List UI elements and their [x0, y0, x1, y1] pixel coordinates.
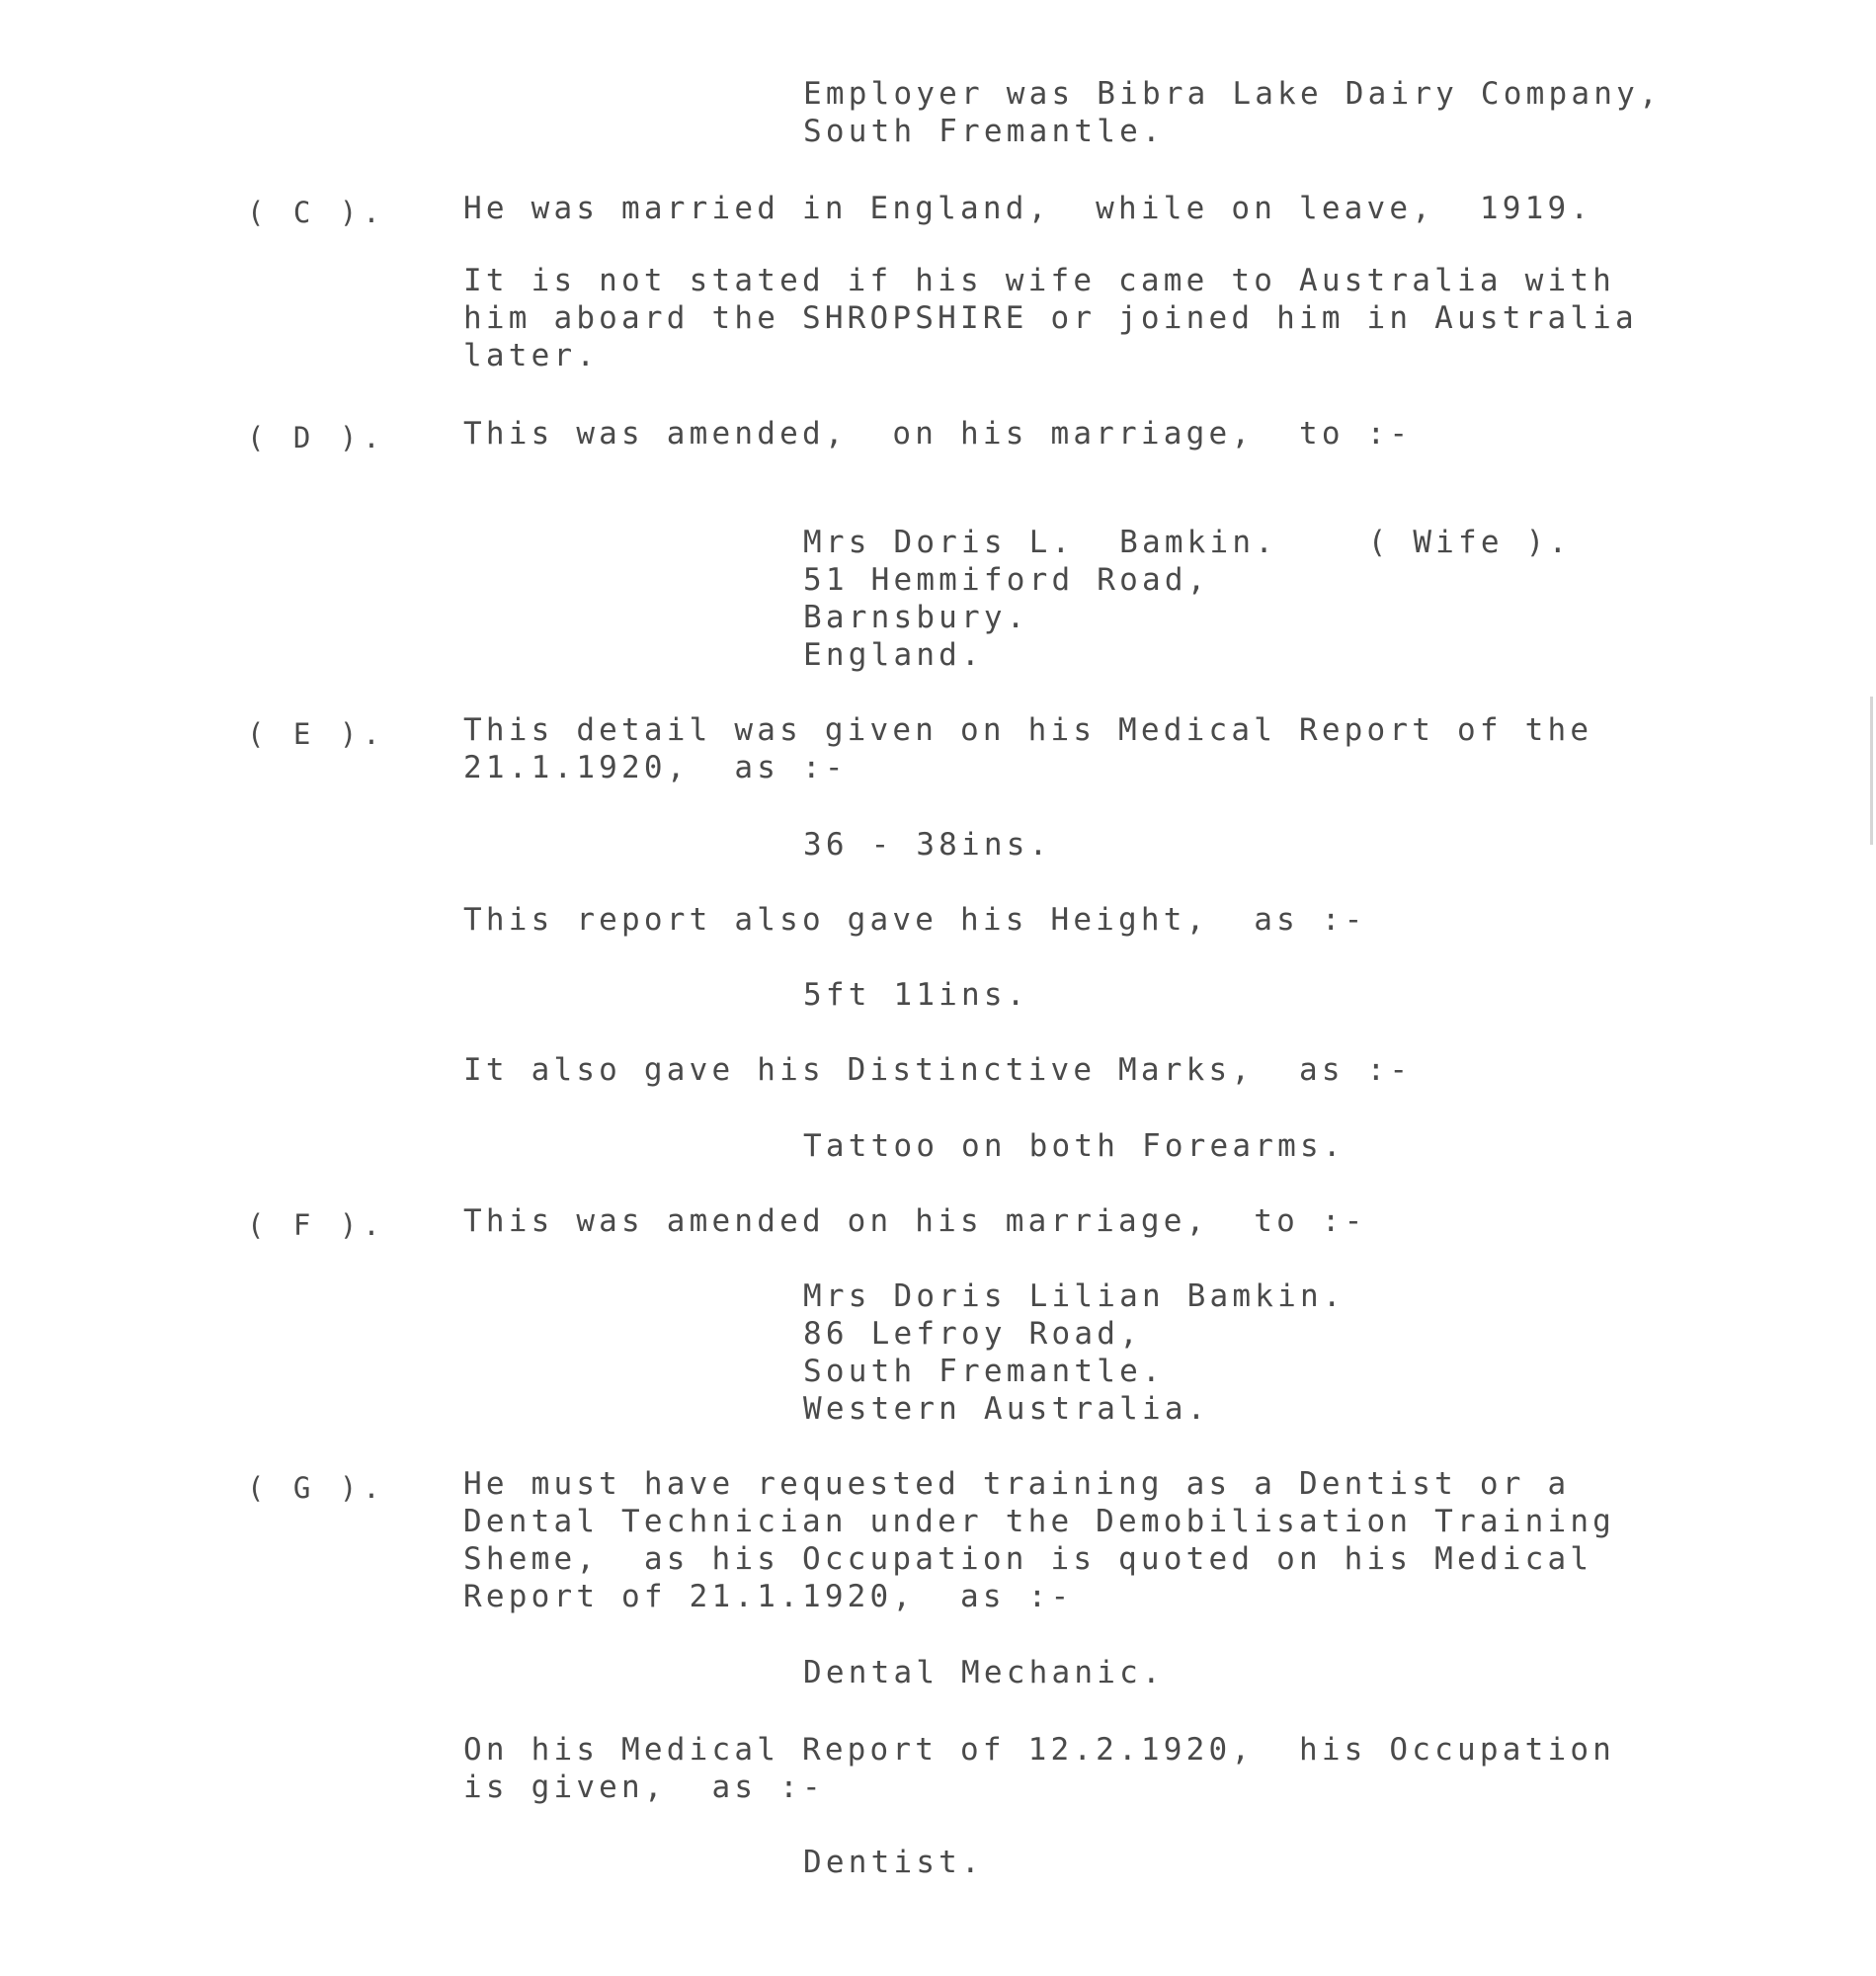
section-f-address-line-4: Western Australia. — [803, 1391, 1210, 1427]
section-e-height: 5ft 11ins. — [803, 977, 1029, 1013]
section-d-line-1: This was amended, on his marriage, to :- — [463, 416, 1413, 452]
section-d-marker: ( D ). — [247, 421, 386, 454]
section-e-line-2: 21.1.1920, as :- — [463, 750, 848, 785]
section-g-occupation-1: Dental Mechanic. — [803, 1655, 1165, 1690]
section-e-marks: Tattoo on both Forearms. — [803, 1128, 1346, 1164]
section-g-line-3: Sheme, as his Occupation is quoted on his Medical — [463, 1541, 1593, 1577]
section-f-address-line-2: 86 Lefroy Road, — [803, 1316, 1142, 1352]
section-c-para2-line-2: him aboard the SHROPSHIRE or joined him in Australia — [463, 300, 1638, 336]
section-g-occupation-2: Dentist. — [803, 1845, 984, 1880]
section-d-address-line-2: 51 Hemmiford Road, — [803, 562, 1210, 598]
section-g-line-4: Report of 21.1.1920, as :- — [463, 1579, 1074, 1614]
section-f-marker: ( F ). — [247, 1208, 386, 1242]
section-f-line-1: This was amended on his marriage, to :- — [463, 1203, 1367, 1239]
scan-edge-mark — [1870, 697, 1873, 845]
section-g-line-2: Dental Technician under the Demobilisation Training — [463, 1504, 1616, 1539]
section-d-address-line-1: Mrs Doris L. Bamkin. ( Wife ). — [803, 525, 1572, 560]
section-e-height-intro: This report also gave his Height, as :- — [463, 902, 1367, 938]
section-f-address-line-3: South Fremantle. — [803, 1354, 1165, 1389]
section-e-line-1: This detail was given on his Medical Report of the — [463, 712, 1593, 748]
section-g-line-1: He must have requested training as a Dentist or a — [463, 1466, 1571, 1502]
section-f-address-line-1: Mrs Doris Lilian Bamkin. — [803, 1278, 1346, 1314]
section-e-marker: ( E ). — [247, 717, 386, 751]
section-e-chest: 36 - 38ins. — [803, 827, 1052, 863]
section-c-line-1: He was married in England, while on leave, 1919. — [463, 191, 1593, 226]
section-d-address-line-4: England. — [803, 637, 984, 673]
section-c-para2-line-1: It is not stated if his wife came to Australia with — [463, 263, 1616, 298]
section-g-marker: ( G ). — [247, 1471, 386, 1505]
section-d-address-line-3: Barnsbury. — [803, 600, 1029, 635]
section-g-para2-line-1: On his Medical Report of 12.2.1920, his Occupation — [463, 1732, 1616, 1768]
employer-line-1: Employer was Bibra Lake Dairy Company, — [803, 76, 1662, 112]
section-c-para2-line-3: later. — [463, 338, 600, 373]
section-e-marks-intro: It also gave his Distinctive Marks, as :- — [463, 1052, 1413, 1088]
employer-line-2: South Fremantle. — [803, 114, 1165, 149]
section-g-para2-line-2: is given, as :- — [463, 1770, 825, 1805]
section-c-marker: ( C ). — [247, 196, 386, 229]
